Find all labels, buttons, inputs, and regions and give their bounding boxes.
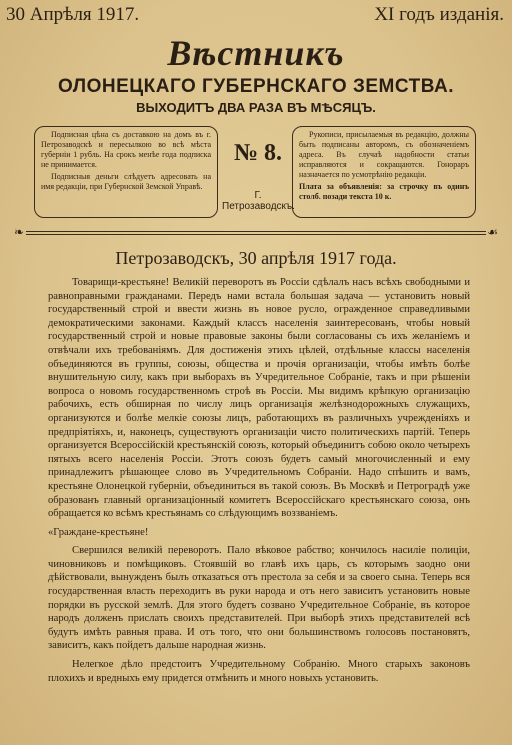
newspaper-subtitle: ОЛОНЕЦКАГО ГУБЕРНСКАГО ЗЕМСТВА. [57, 76, 455, 97]
masthead-divider [26, 231, 486, 235]
masthead-top-line [6, 4, 504, 28]
left-ornament-icon: ❧ [14, 225, 25, 239]
subscription-info-box [34, 126, 218, 218]
subscription-payment-text: Подписныя деньги слѣдуетъ адресовать на имя редакціи, при Губернской Земской Управѣ. [41, 172, 211, 191]
publication-city: Г. Петрозаводскъ. [222, 190, 295, 212]
newspaper-title: Вѣстникъ [167, 33, 345, 73]
publication-year: XI годъ изданія. [374, 4, 504, 25]
article-paragraph: Свершился великій переворотъ. Пало вѣковое рабство; кончилось насиліе полиціи, чиновниковъ и помѣщиковъ. Стоявшій во главѣ ихъ царь, съ которымъ заодно они дѣйствовали, вынужденъ былъ отказаться отъ престола за себя и за своего сына. Теперь вся государственная власть переходитъ въ руки народа и отъ него зависитъ установить новые порядки въ русской землѣ. Для этого будетъ созвано Учредительное Собраніе, въ которое народъ долженъ прислать своихъ представителей. При выборѣ этихъ представителей всѣ будутъ имѣть равныя права. И отъ того, что они большинствомъ голосовъ постановятъ, зависитъ, какъ пойдетъ дальше народная жизнь. [48, 545, 470, 652]
article-paragraph: Нелегкое дѣло предстоитъ Учредительному Собранію. Много старыхъ законовъ плохихъ и вредныхъ ему придется отмѣнить и много новыхъ установить. [48, 659, 470, 684]
advertisement-price-text: Плата за объявленія: за строчку въ одинъ столб. позади текста 10 к. [299, 182, 469, 201]
article-paragraph: Товарищи-крестьяне! Великій переворотъ въ Россіи сдѣлалъ насъ всѣхъ свободными и равноправными гражданами. Передъ нами встала большая задача — установить новый государственный строй и ввести жизнь въ новое русло, огражденное справедливыми демократическими законами. Каждый классъ населенія заинтересованъ, чтобы новый государственный строй и новые правовые законы были согласованы съ ихъ желаніемъ и отвѣчали ихъ требованіямъ. Для достиженія этихъ цѣлей, отдѣльные классы населенія объединяются въ группы, союзы, общества и прочія организаціи, чтобы имѣть болѣе внушительную силу, какъ при выборахъ въ Учредительное Собраніе, такъ и при рѣшеніи вопроса о новомъ государственномъ строѣ въ Россіи. Мы видимъ крѣпкую организацію рабочихъ, есть обширная по числу лицъ организація желѣзнодорожныхъ служащихъ, организуются и болѣе мелкіе союзы лицъ, работающихъ въ различныхъ учрежденіяхъ и предпріятіяхъ, и, наконецъ, существуютъ организаціи чисто политическихъ партій. Теперь организуется Всероссійскій крестьянскій союзъ, который объединитъ собою около четырехъ пятыхъ всего населенія Россіи. Этотъ союзъ будетъ самый многочисленный и ему принадлежитъ рѣшающее слово въ Учредительномъ Собраніи. Надо спѣшить и вамъ, крестьяне Олонецкой губерніи, объединиться въ такой союзъ. Въ Москвѣ и Петроградѣ уже образованъ главный организаціонный комитетъ Всероссійскаго крестьянскаго союза, онъ обращается ко всѣмъ крестьянамъ со слѣдующимъ воззваніемъ. [48, 277, 470, 520]
issue-date: 30 Апрѣля 1917. [6, 4, 140, 25]
subscription-price-text: Подписная цѣна съ доставкою на домъ въ г. Петрозаводскѣ и пересылкою во всѣ мѣста губерніи 1 рубль. На срокъ менѣе года подписка не принимается. [41, 130, 211, 169]
right-ornament-icon: ☙ [487, 225, 498, 239]
manuscripts-text: Рукописи, присылаемыя въ редакцію, должны быть подписаны авторомъ, съ обозначеніемъ адреса. Въ случаѣ надобности статьи исправляются и сокращаются. Гонораръ назначается по усмотрѣнію редакціи. [299, 130, 469, 179]
article-headline: Петрозаводскъ, 30 апрѣля 1917 года. [115, 248, 397, 268]
publication-frequency: ВЫХОДИТЪ ДВА РАЗА ВЪ МѢСЯЦЪ. [136, 100, 376, 115]
editorial-info-box [292, 126, 476, 218]
issue-number: № 8. [233, 140, 283, 166]
article-body [48, 276, 470, 690]
article-greeting: «Граждане-крестьяне! [48, 526, 149, 538]
